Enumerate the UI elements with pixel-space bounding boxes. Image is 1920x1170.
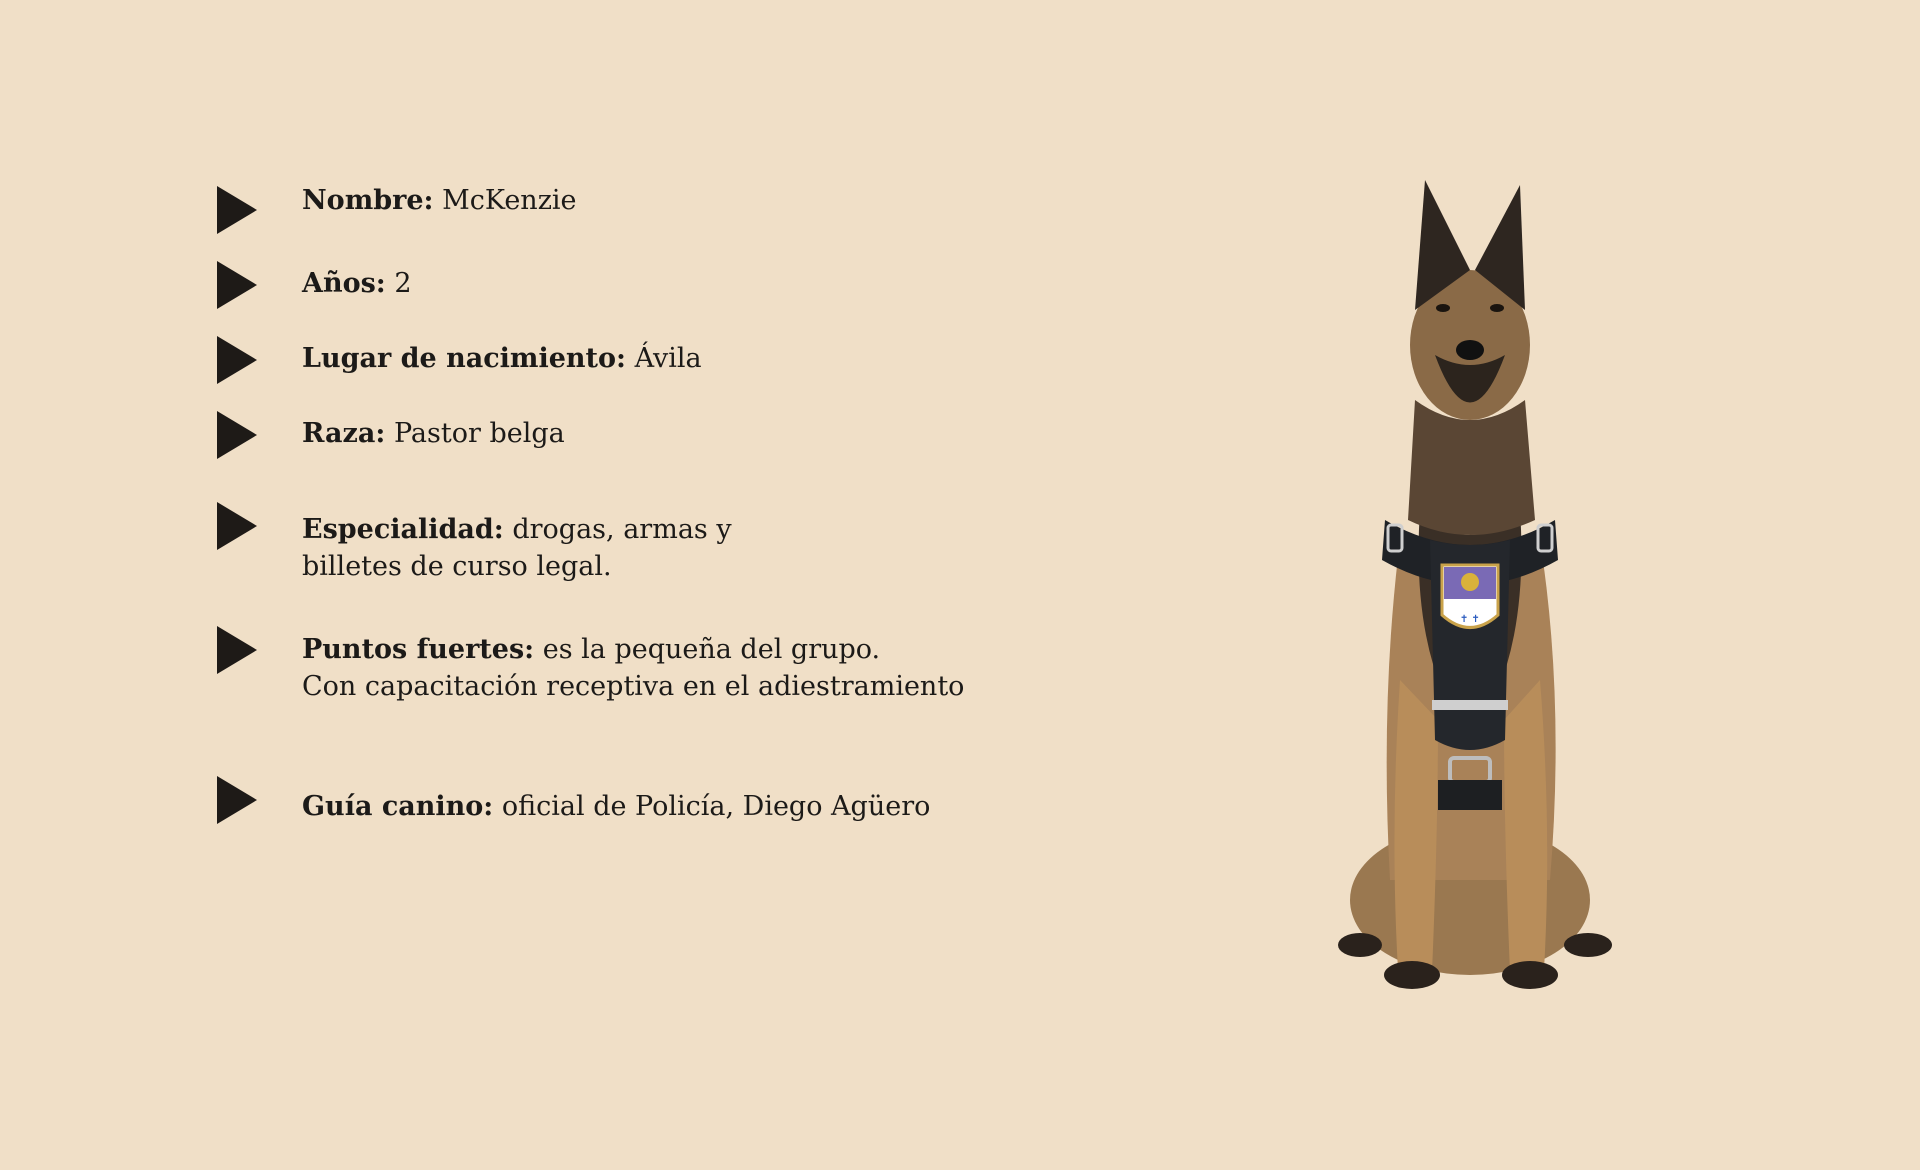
label-nombre: Nombre: [302, 185, 434, 216]
item-guia-canino [302, 788, 930, 825]
svg-text:✝ ✝: ✝ ✝ [1460, 614, 1480, 625]
item-puntos-fuertes [302, 631, 964, 705]
label-lugar: Lugar de nacimiento: [302, 343, 626, 374]
item-especialidad [302, 511, 732, 585]
value-raza: Pastor belga [393, 418, 565, 449]
bullet-triangle-icon [217, 336, 257, 384]
value-lugar: Ávila [634, 343, 702, 374]
value-anos: 2 [394, 268, 412, 299]
value-guia-canino: oficial de Policía, Diego Agüero [501, 791, 931, 822]
value-nombre: McKenzie [442, 185, 577, 216]
item-nombre [302, 182, 577, 219]
label-especialidad: Especialidad: [302, 514, 504, 545]
value-especialidad-line2: billetes de curso legal. [302, 551, 612, 582]
value-puntos-line1: es la pequeña del grupo. [542, 634, 881, 665]
value-puntos-line2: Con capacitación receptiva en el adiestramiento [302, 671, 965, 702]
bullet-triangle-icon [217, 186, 257, 234]
dog-photo [1320, 180, 1620, 1000]
bullet-triangle-icon [217, 411, 257, 459]
label-anos: Años: [302, 268, 386, 299]
item-lugar [302, 340, 702, 377]
bullet-triangle-icon [217, 626, 257, 674]
label-guia-canino: Guía canino: [302, 791, 494, 822]
bullet-triangle-icon [217, 261, 257, 309]
bullet-triangle-icon [217, 776, 257, 824]
value-especialidad-line1: drogas, armas y [512, 514, 732, 545]
label-puntos-fuertes: Puntos fuertes: [302, 634, 535, 665]
item-raza [302, 415, 565, 452]
bullet-triangle-icon [217, 502, 257, 550]
label-raza: Raza: [302, 418, 386, 449]
item-anos [302, 265, 412, 302]
